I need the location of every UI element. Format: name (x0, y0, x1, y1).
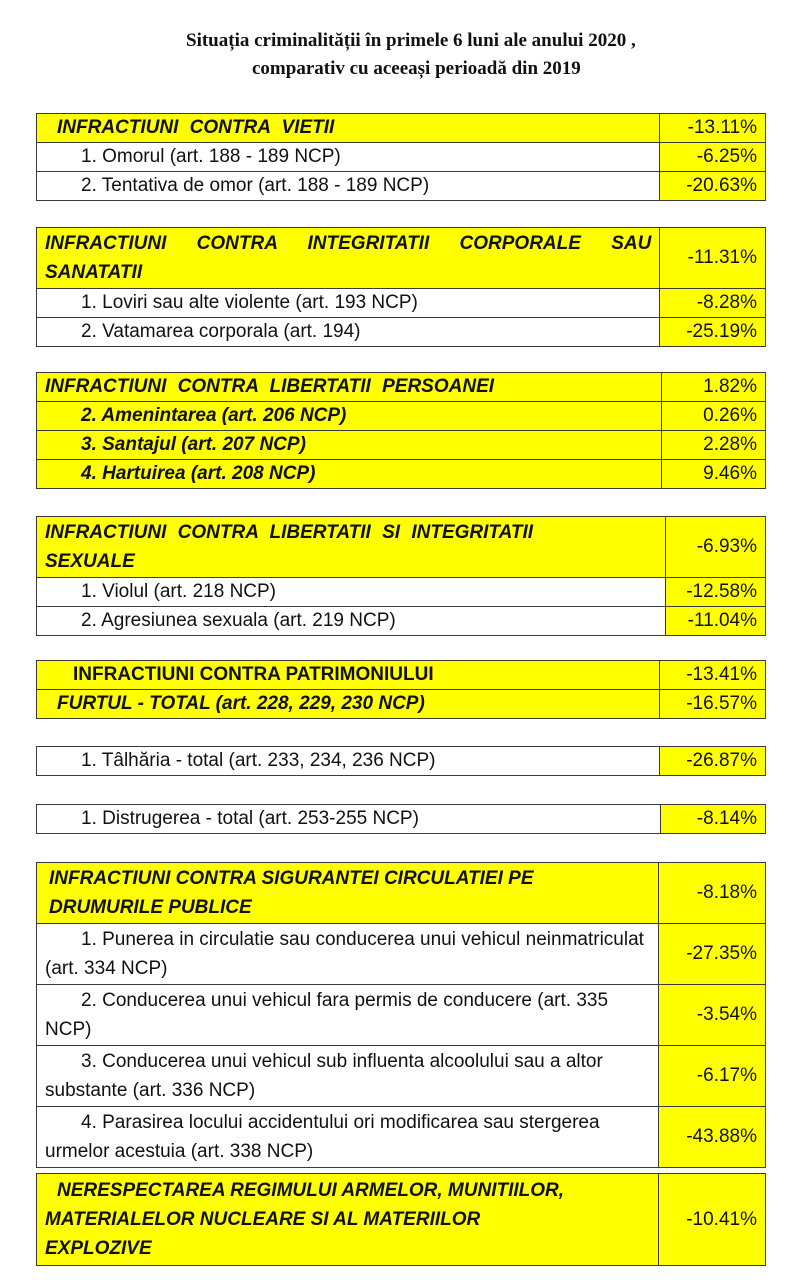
row-label: 1. Loviri sau alte violente (art. 193 NCP) (37, 289, 660, 318)
group-header-label (37, 517, 666, 578)
row-label: FURTUL - TOTAL (art. 228, 229, 230 NCP) (37, 690, 660, 719)
group-header-label-text: NERESPECTAREA REGIMULUI ARMELOR, MUNITIILOR, MATERIALELOR NUCLEARE SI AL MATERIILOR EXPLOZIVE (45, 1180, 565, 1259)
row-label: 2. Vatamarea corporala (art. 194) (37, 318, 660, 347)
row-label: 4. Parasirea locului accidentului ori modificarea sau stergerea urmelor acestuia (art. 338 NCP) (37, 1107, 659, 1168)
row-label: 3. Santajul (art. 207 NCP) (37, 431, 662, 460)
table-row (37, 143, 766, 172)
row-label: 2. Tentativa de omor (art. 188 - 189 NCP) (37, 172, 660, 201)
table-crimes-against-sexual-freedom (36, 516, 766, 636)
group-header-label: INFRACTIUNI CONTRA PATRIMONIULUI (37, 661, 660, 690)
table-row (37, 460, 766, 489)
group-header-label-text: INFRACTIUNI CONTRA LIBERTATII SI INTEGRITATII SEXUALE (45, 522, 534, 572)
table-row (37, 289, 766, 318)
table-road-safety-crimes (36, 862, 766, 1168)
row-value: -8.14% (661, 805, 766, 834)
row-value: 0.26% (661, 402, 765, 431)
group-header-label (37, 863, 659, 924)
table-crimes-against-life (36, 113, 766, 201)
group-header-row (37, 1174, 766, 1266)
row-value: -25.19% (660, 318, 766, 347)
row-label: 2. Agresiunea sexuala (art. 219 NCP) (37, 607, 666, 636)
row-value: -27.35% (659, 924, 766, 985)
table-row (37, 578, 766, 607)
row-value: -43.88% (659, 1107, 766, 1168)
group-header-value: 1.82% (661, 373, 765, 402)
row-label: 2. Amenintarea (art. 206 NCP) (37, 402, 662, 431)
row-value: -6.17% (659, 1046, 766, 1107)
table-row (37, 985, 766, 1046)
group-header-label: INFRACTIUNI CONTRA LIBERTATII PERSOANEI (37, 373, 662, 402)
group-header-label: INFRACTIUNI CONTRA INTEGRITATII CORPORALE SAU SANATATII (37, 228, 660, 289)
table-robbery (36, 746, 766, 776)
table-row (37, 318, 766, 347)
row-value: 9.46% (661, 460, 765, 489)
table-row (37, 431, 766, 460)
group-header-label (37, 1174, 659, 1266)
group-header-value: -13.41% (660, 661, 766, 690)
group-header-row (37, 228, 766, 289)
row-label: 1. Violul (art. 218 NCP) (37, 578, 666, 607)
row-label: 1. Punerea in circulatie sau conducerea unui vehicul neinmatriculat (art. 334 NCP) (37, 924, 659, 985)
row-value: 2.28% (661, 431, 765, 460)
row-value: -3.54% (659, 985, 766, 1046)
row-value: -26.87% (660, 747, 766, 776)
group-header-value: -13.11% (660, 114, 766, 143)
row-label: 1. Tâlhăria - total (art. 233, 234, 236 NCP) (37, 747, 660, 776)
table-row (37, 172, 766, 201)
row-value: -12.58% (666, 578, 766, 607)
table-row (37, 1046, 766, 1107)
row-value: -8.28% (660, 289, 766, 318)
group-header-value: -6.93% (666, 517, 766, 578)
row-value: -11.04% (666, 607, 766, 636)
table-destruction (36, 804, 766, 834)
row-label: 2. Conducerea unui vehicul fara permis de conducere (art. 335 NCP) (37, 985, 659, 1046)
row-value: -6.25% (660, 143, 766, 172)
table-weapons-regime-violations (36, 1173, 766, 1266)
row-label: 1. Omorul (art. 188 - 189 NCP) (37, 143, 660, 172)
group-header-row (37, 373, 766, 402)
table-row (37, 607, 766, 636)
group-header-row (37, 661, 766, 690)
table-row (37, 1107, 766, 1168)
group-header-value: -11.31% (660, 228, 766, 289)
table-row (37, 924, 766, 985)
table-crimes-against-bodily-integrity (36, 227, 766, 347)
table-row (37, 747, 766, 776)
table-crimes-against-property (36, 660, 766, 719)
row-label: 1. Distrugerea - total (art. 253-255 NCP) (37, 805, 661, 834)
group-header-label: INFRACTIUNI CONTRA VIETII (37, 114, 660, 143)
row-value: -20.63% (660, 172, 766, 201)
group-header-row (37, 114, 766, 143)
row-value: -16.57% (660, 690, 766, 719)
title-line-1: Situația criminalității în primele 6 luni ale anului 2020 , (186, 30, 636, 51)
table-crimes-against-personal-freedom (36, 372, 766, 489)
table-row (37, 690, 766, 719)
table-row (37, 402, 766, 431)
row-label: 3. Conducerea unui vehicul sub influenta alcoolului sau a altor substante (art. 336 NCP) (37, 1046, 659, 1107)
row-label: 4. Hartuirea (art. 208 NCP) (37, 460, 662, 489)
group-header-row (37, 517, 766, 578)
group-header-value: -8.18% (659, 863, 766, 924)
table-row (37, 805, 766, 834)
group-header-label-text: INFRACTIUNI CONTRA SIGURANTEI CIRCULATIEI PE DRUMURILE PUBLICE (49, 868, 534, 918)
group-header-value: -10.41% (659, 1174, 766, 1266)
title-line-2: comparativ cu aceeași perioadă din 2019 (252, 58, 581, 79)
group-header-row (37, 863, 766, 924)
